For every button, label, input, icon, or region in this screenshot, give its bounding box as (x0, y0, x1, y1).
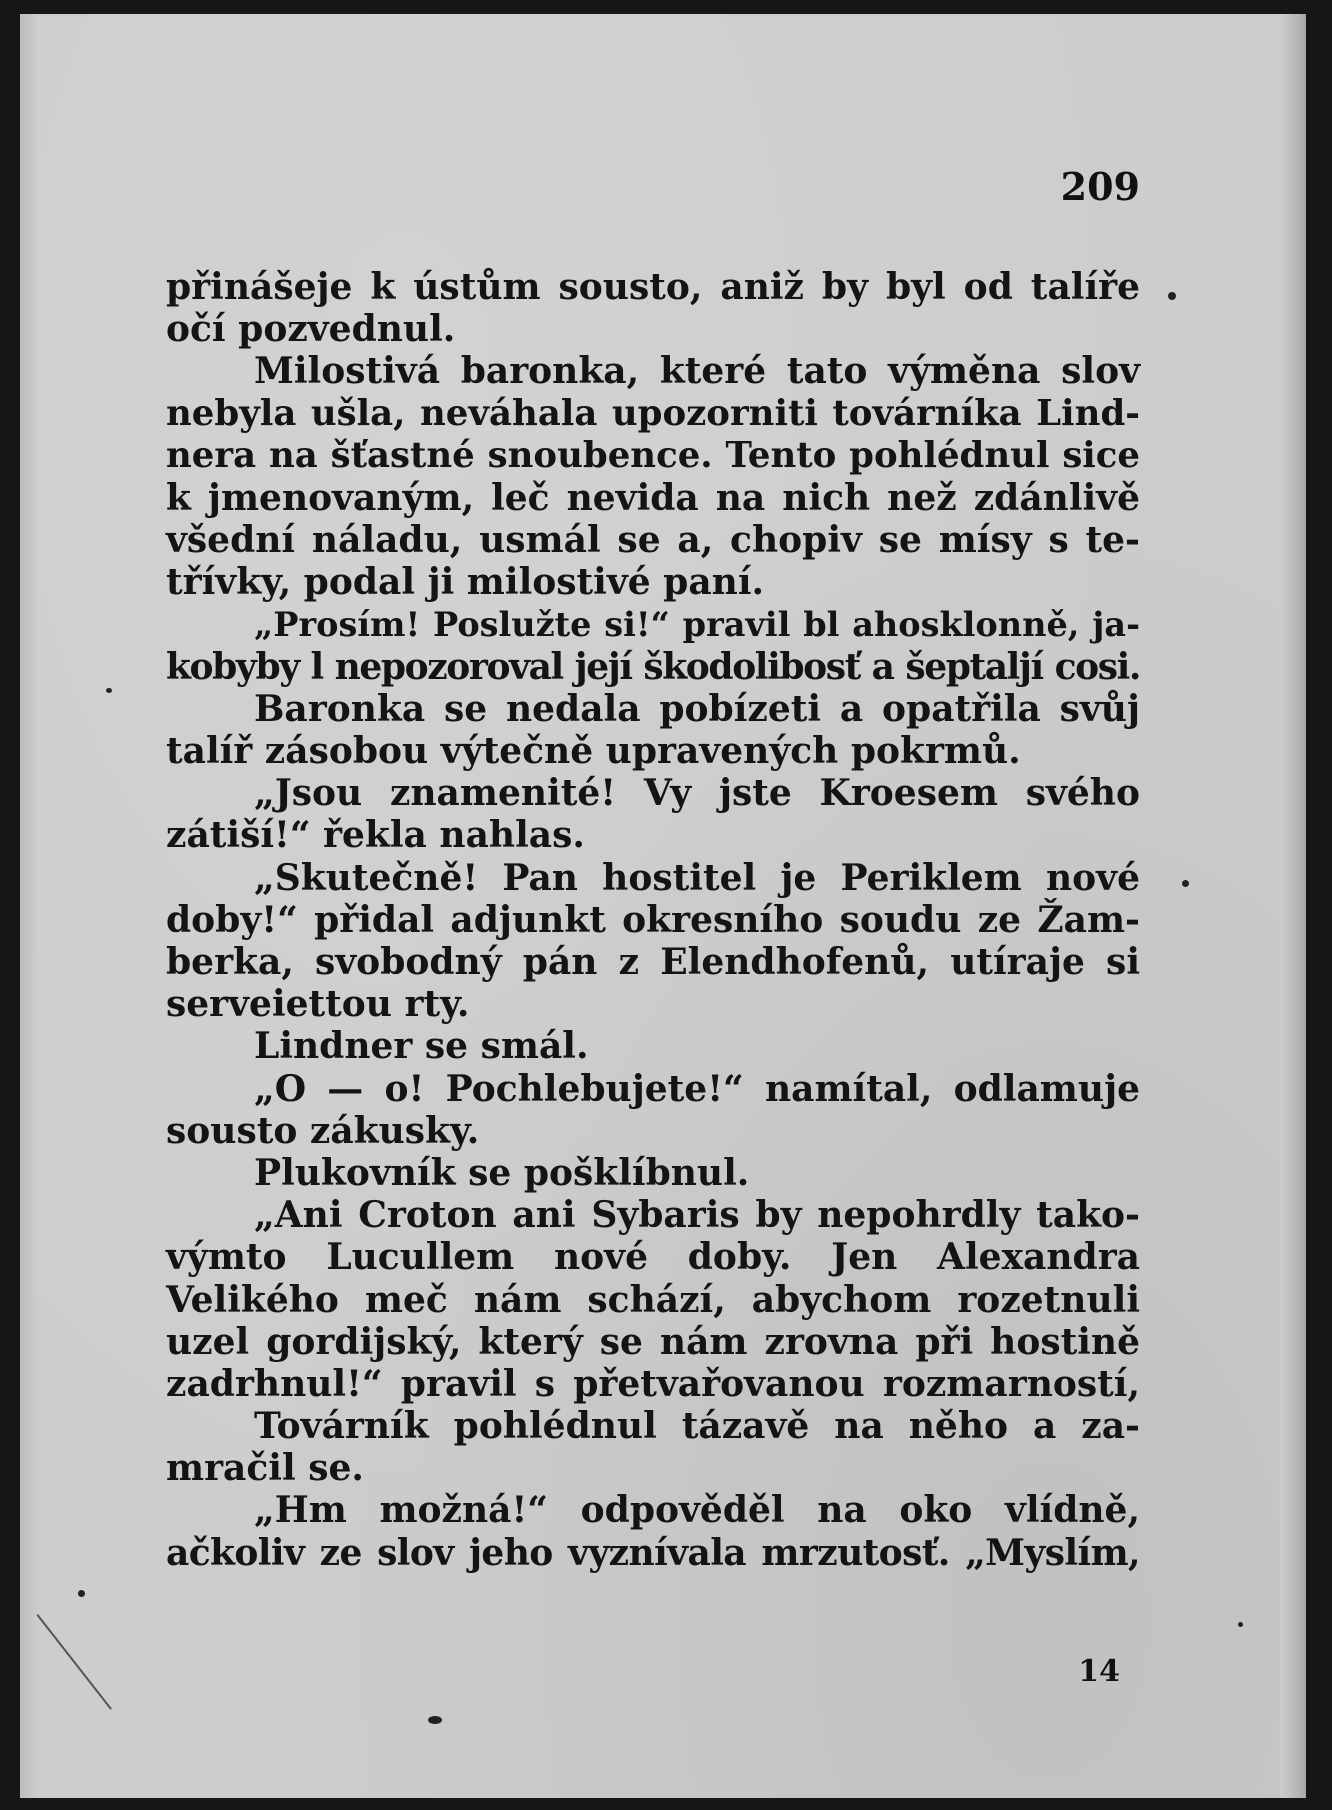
text-line: Plukovník se pošklíbnul. (254, 1151, 750, 1194)
dust-speck (1238, 1622, 1243, 1627)
signature-mark: 14 (1078, 1654, 1120, 1689)
paper-scratch (36, 1614, 111, 1710)
body-text (166, 266, 1140, 1574)
text-line: „Hm možná!“ odpověděl na oko vlídně, (254, 1489, 1140, 1532)
text-line: nera na šťastné snoubence. Tento pohlédnul sice (166, 434, 1140, 476)
page-number: 209 (1060, 164, 1140, 209)
text-line: výmto Lucullem nové doby. Jen Alexandra (166, 1236, 1140, 1279)
text-line: uzel gordijský, který se nám zrovna při hostině (166, 1320, 1140, 1363)
text-line: všední náladu, usmál se a, chopiv se mísy s te- (166, 519, 1140, 562)
text-line: nebyla ušla, neváhala upozorniti továrníka Lind- (166, 392, 1140, 434)
text-line: Továrník pohlédnul tázavě na něho a za- (254, 1405, 1140, 1448)
text-line: berka, svobodný pán z Elendhofenů, utíraje si (166, 941, 1140, 983)
text-line: „Skutečně! Pan hostitel je Periklem nové (254, 856, 1140, 899)
dust-speck (106, 688, 112, 693)
page-right-edge (1280, 14, 1306, 1798)
text-line: očí pozvednul. (166, 308, 456, 351)
text-line: Milostivá baronka, které tato výměna slov (254, 350, 1140, 393)
text-line: talíř zásobou výtečně upravených pokrmů. (166, 730, 1021, 773)
text-line: Velikého meč nám schází, abychom rozetnuli (166, 1278, 1140, 1321)
text-line: „Ani Croton ani Sybaris by nepohrdly tako- (254, 1194, 1140, 1237)
text-line: serveiettou rty. (166, 983, 470, 1026)
text-line: třívky, podal ji milostivé paní. (166, 561, 765, 604)
text-line: zátiší!“ řekla nahlas. (166, 814, 585, 857)
text-line: „O — o! Pochlebujete!“ namítal, odlamuje (254, 1067, 1140, 1110)
dust-speck (428, 1716, 442, 1724)
text-line: doby!“ přidal adjunkt okresního soudu ze Žam- (166, 898, 1140, 941)
dust-speck (1168, 292, 1176, 300)
text-line: mračil se. (166, 1447, 364, 1490)
text-line: kobyby l nepozoroval její škodolibosť a šeptaljí cosi. (166, 645, 1140, 688)
text-line: sousto zákusky. (166, 1109, 480, 1152)
page-left-edge (20, 14, 38, 1798)
text-line: ačkoliv ze slov jeho vyznívala mrzutosť. „Myslím, (166, 1531, 1140, 1574)
text-line: k jmenovaným, leč nevida na nich než zdánlivě (166, 476, 1140, 519)
text-line: přinášeje k ústům sousto, aniž by byl od talíře (166, 266, 1140, 308)
text-line: zadrhnul!“ pravil s přetvařovanou rozmarností, (166, 1362, 1140, 1405)
dust-speck (78, 1590, 85, 1597)
text-line: Baronka se nedala pobízeti a opatřila svůj (254, 687, 1140, 730)
text-line: Lindner se smál. (254, 1025, 589, 1068)
text-line: „Prosím! Poslužte si!“ pravil bl ahosklonně, ja- (254, 604, 1140, 644)
dust-speck (1182, 880, 1189, 887)
book-page (20, 14, 1306, 1798)
text-line: „Jsou znamenité! Vy jste Kroesem svého (254, 772, 1140, 815)
